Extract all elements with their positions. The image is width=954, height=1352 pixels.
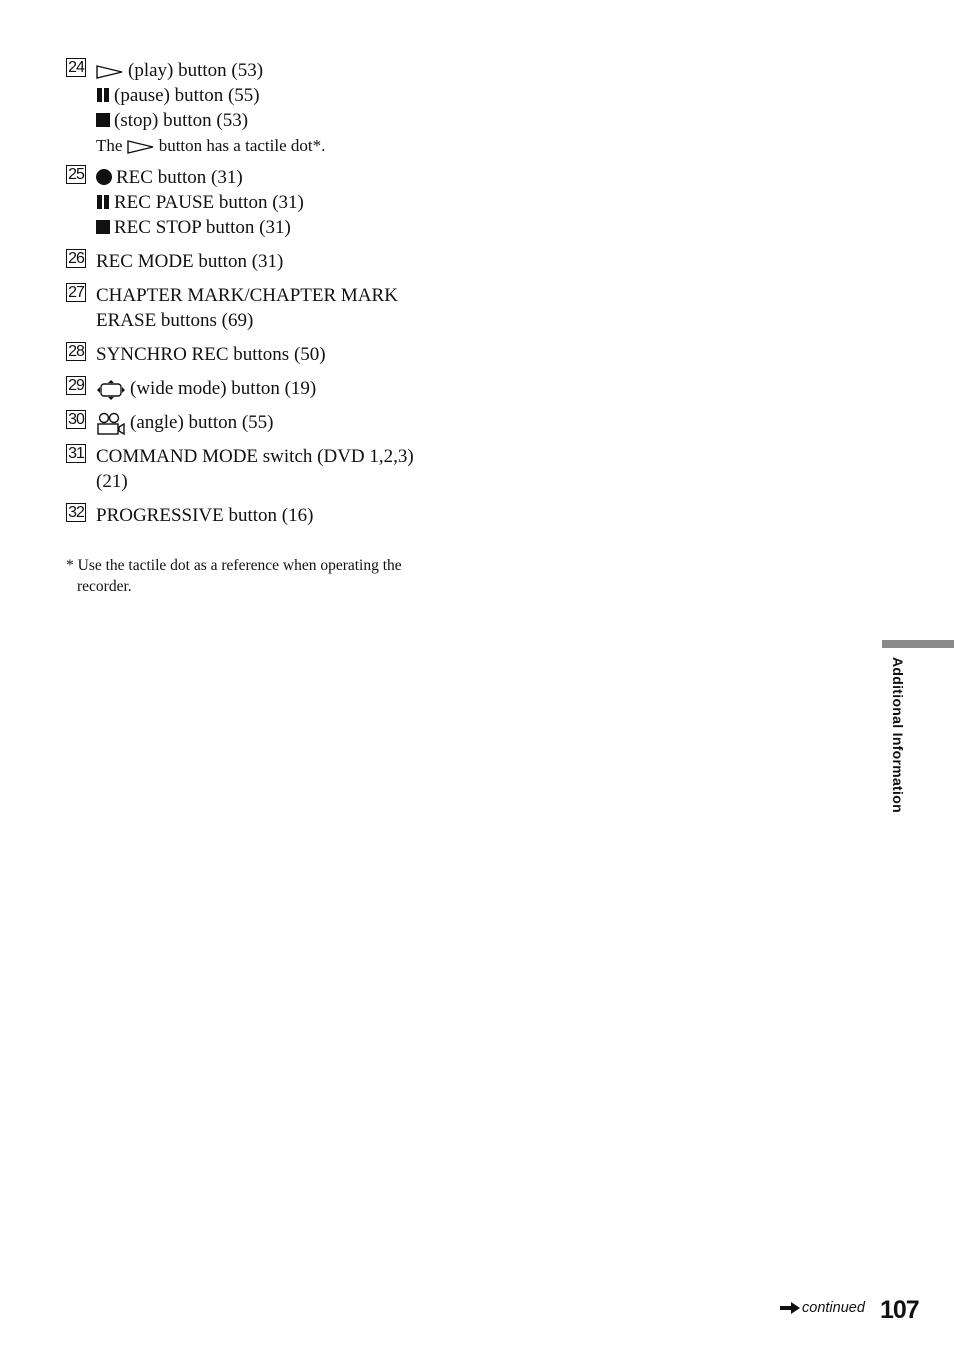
item-text: (21) xyxy=(96,471,128,492)
play-icon xyxy=(96,65,124,79)
stop-icon xyxy=(96,113,110,127)
item-number: 24 xyxy=(66,58,86,77)
item-number: 32 xyxy=(66,503,86,522)
item-text: (wide mode) button (19) xyxy=(130,378,317,399)
stop-icon xyxy=(96,220,110,234)
section-tab-bar xyxy=(882,640,954,648)
continued-indicator xyxy=(780,1300,865,1316)
item-number: 27 xyxy=(66,283,86,302)
arrow-right-icon xyxy=(780,1302,800,1314)
item-text: REC PAUSE button (31) xyxy=(114,192,304,213)
item-text: REC MODE button (31) xyxy=(96,251,284,272)
item-number: 29 xyxy=(66,376,86,395)
item-text: (play) button (53) xyxy=(128,60,264,81)
item-text: REC STOP button (31) xyxy=(114,217,291,238)
item-number: 25 xyxy=(66,165,86,184)
rec-dot-icon xyxy=(96,169,112,185)
continued-text: continued xyxy=(802,1300,865,1316)
item-number: 28 xyxy=(66,342,86,361)
item-number: 30 xyxy=(66,410,86,429)
item-number: 26 xyxy=(66,249,86,268)
item-number: 31 xyxy=(66,444,86,463)
play-icon xyxy=(127,140,155,154)
item-text: COMMAND MODE switch (DVD 1,2,3) xyxy=(96,446,414,467)
footnote: * Use the tactile dot as a reference when operating the recorder. xyxy=(66,557,402,595)
note-text: The xyxy=(96,136,123,155)
item-text: REC button (31) xyxy=(116,167,243,188)
item-text: CHAPTER MARK/CHAPTER MARK xyxy=(96,285,398,306)
item-text: (angle) button (55) xyxy=(130,412,274,433)
item-text: (pause) button (55) xyxy=(114,85,260,106)
item-text: SYNCHRO REC buttons (50) xyxy=(96,344,326,365)
note-text: button has a tactile dot*. xyxy=(158,136,326,155)
page-number: 107 xyxy=(880,1296,919,1324)
pause-icon xyxy=(96,195,110,209)
wide-mode-icon xyxy=(96,380,126,400)
pause-icon xyxy=(96,88,110,102)
item-text: PROGRESSIVE button (16) xyxy=(96,505,314,526)
item-text: (stop) button (53) xyxy=(114,110,249,131)
angle-icon xyxy=(96,412,126,436)
item-text: ERASE buttons (69) xyxy=(96,310,254,331)
section-label: Additional Information xyxy=(890,657,906,813)
